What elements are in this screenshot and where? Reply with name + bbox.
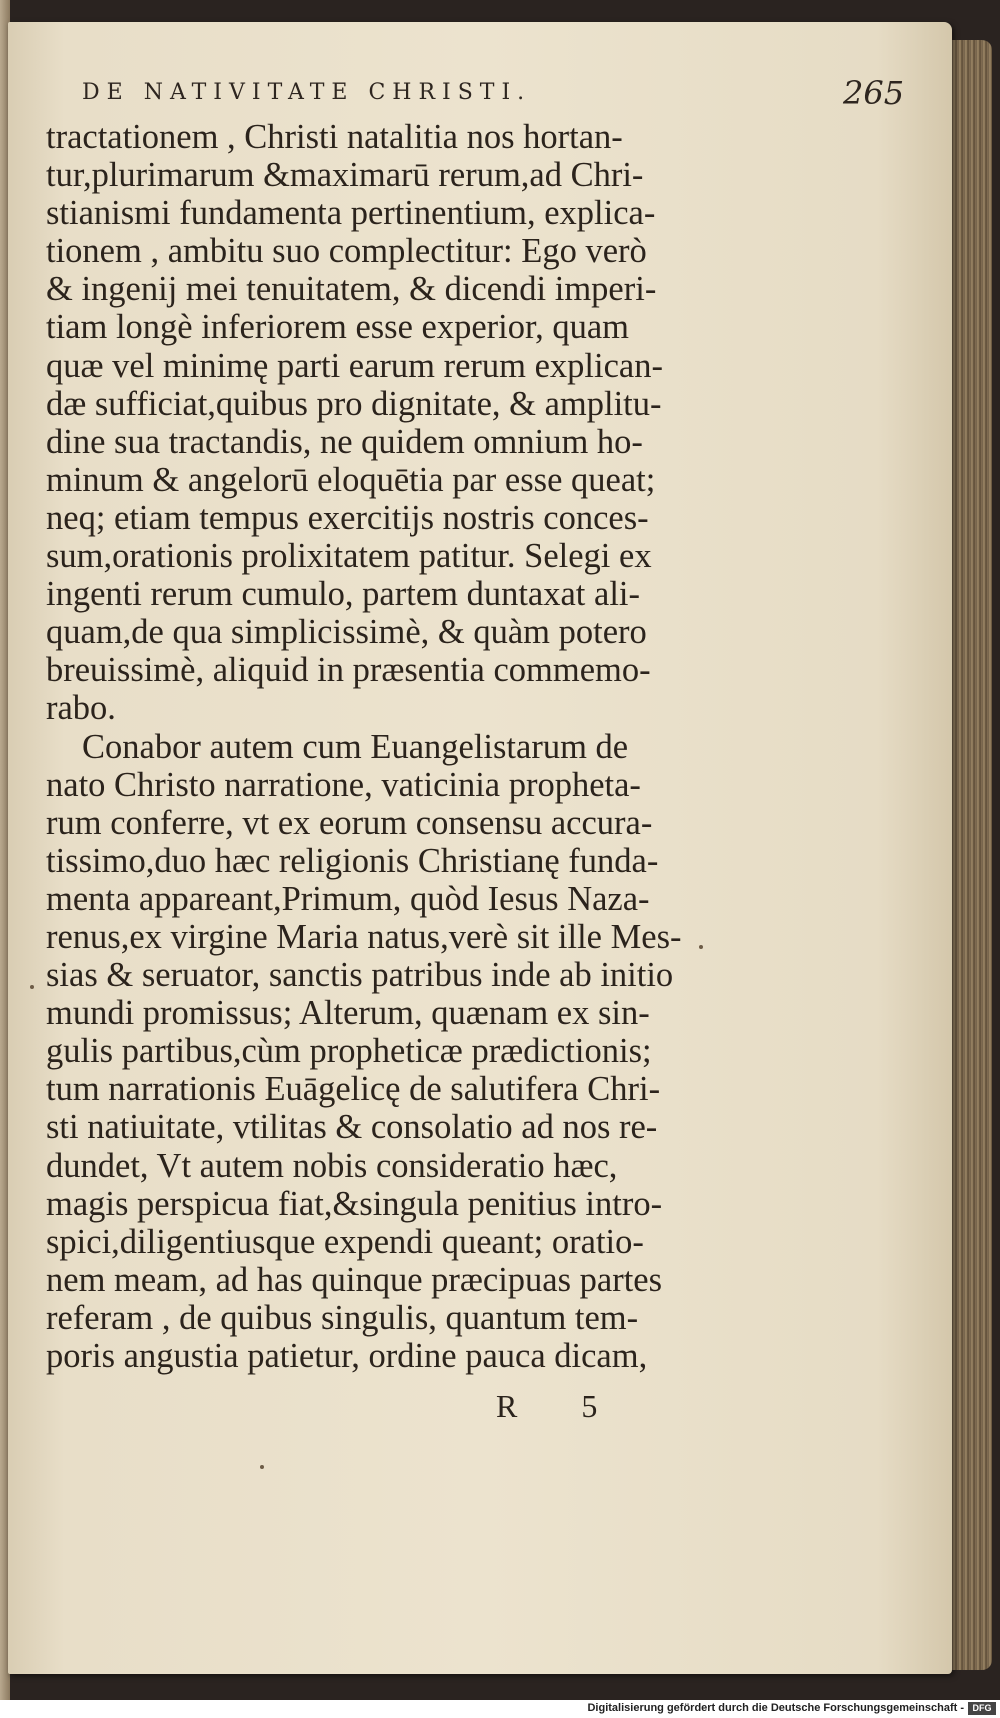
- text-line: tiam longè inferiorem esse experior, quam: [46, 308, 629, 347]
- text-line: tum narrationis Euāgelicę de salutifera Chri-: [46, 1070, 661, 1109]
- text-line: dundet, Vt autem nobis consideratio hæc,: [46, 1146, 618, 1185]
- margin-speck: [699, 945, 703, 949]
- text-line: poris angustia patietur, ordine pauca dicam,: [46, 1337, 648, 1375]
- text-line: breuissimè, aliquid in præsentia commemo-: [46, 651, 651, 690]
- text-line: Conabor autem cum Euangelistarum de: [82, 727, 629, 766]
- margin-speck: [260, 1465, 264, 1469]
- text-line: rum conferre, vt ex eorum consensu accura-: [46, 803, 653, 842]
- text-line: tur,plurimarum &maximarū rerum,ad Chri-: [46, 156, 644, 195]
- running-title: DE NATIVITATE CHRISTI.: [82, 80, 532, 105]
- text-line: & ingenij mei tenuitatem, & dicendi imperi-: [46, 270, 657, 309]
- page-number: 265: [843, 74, 905, 112]
- text-line: gulis partibus,cùm propheticæ prædictionis;: [46, 1032, 652, 1071]
- text-line: magis perspicua fiat,&singula penitius intro-: [46, 1184, 663, 1223]
- signature-mark: R 5: [496, 1388, 626, 1424]
- text-line: neq; etiam tempus exercitijs nostris conces-: [46, 498, 649, 537]
- text-line: tractationem , Christi natalitia nos hortan-: [46, 118, 623, 156]
- text-line: nem meam, ad has quinque præcipuas partes: [46, 1260, 663, 1299]
- footer-bar: [0, 1700, 1000, 1718]
- text-line: dæ sufficiat,quibus pro dignitate, & amplitu-: [46, 384, 662, 423]
- text-line: dine sua tractandis, ne quidem omnium ho-: [46, 422, 643, 461]
- footer-credit: Digitalisierung gefördert durch die Deutsche Forschungsgemeinschaft -: [587, 1702, 964, 1714]
- text-line: stianismi fundamenta pertinentium, explica-: [46, 194, 656, 233]
- text-line: spici,diligentiusque expendi queant; oratio-: [46, 1222, 644, 1261]
- text-line: quæ vel minimę parti earum rerum explican-: [46, 346, 663, 385]
- text-line: mundi promissus; Alterum, quænam ex sin-: [46, 994, 650, 1033]
- text-line: sum,orationis prolixitatem patitur. Selegi ex: [46, 537, 652, 576]
- text-line: tissimo,duo hæc religionis Christianę funda-: [46, 841, 659, 880]
- text-line: renus,ex virgine Maria natus,verè sit ille Mes-: [46, 917, 682, 956]
- text-line: minum & angelorū eloquētia par esse queat;: [46, 460, 656, 499]
- text-line: tionem , ambitu suo complectitur: Ego verò: [46, 232, 647, 271]
- text-line: menta appareant,Primum, quòd Iesus Naza-: [46, 879, 650, 918]
- body-text: [46, 118, 696, 1375]
- text-line: ingenti rerum cumulo, partem duntaxat ali-: [46, 575, 640, 614]
- text-line: nato Christo narratione, vaticinia propheta-: [46, 765, 641, 804]
- text-line: rabo.: [46, 689, 116, 728]
- text-line: quam,de qua simplicissimè, & quàm potero: [46, 613, 647, 652]
- margin-speck: [30, 985, 34, 989]
- page-stack-edge: [952, 40, 992, 1670]
- text-line: sias & seruator, sanctis patribus inde ab initio: [46, 956, 674, 995]
- text-line: referam , de quibus singulis, quantum tem-: [46, 1298, 639, 1337]
- dfg-logo: DFG: [968, 1702, 996, 1715]
- text-line: sti natiuitate, vtilitas & consolatio ad nos re-: [46, 1108, 658, 1147]
